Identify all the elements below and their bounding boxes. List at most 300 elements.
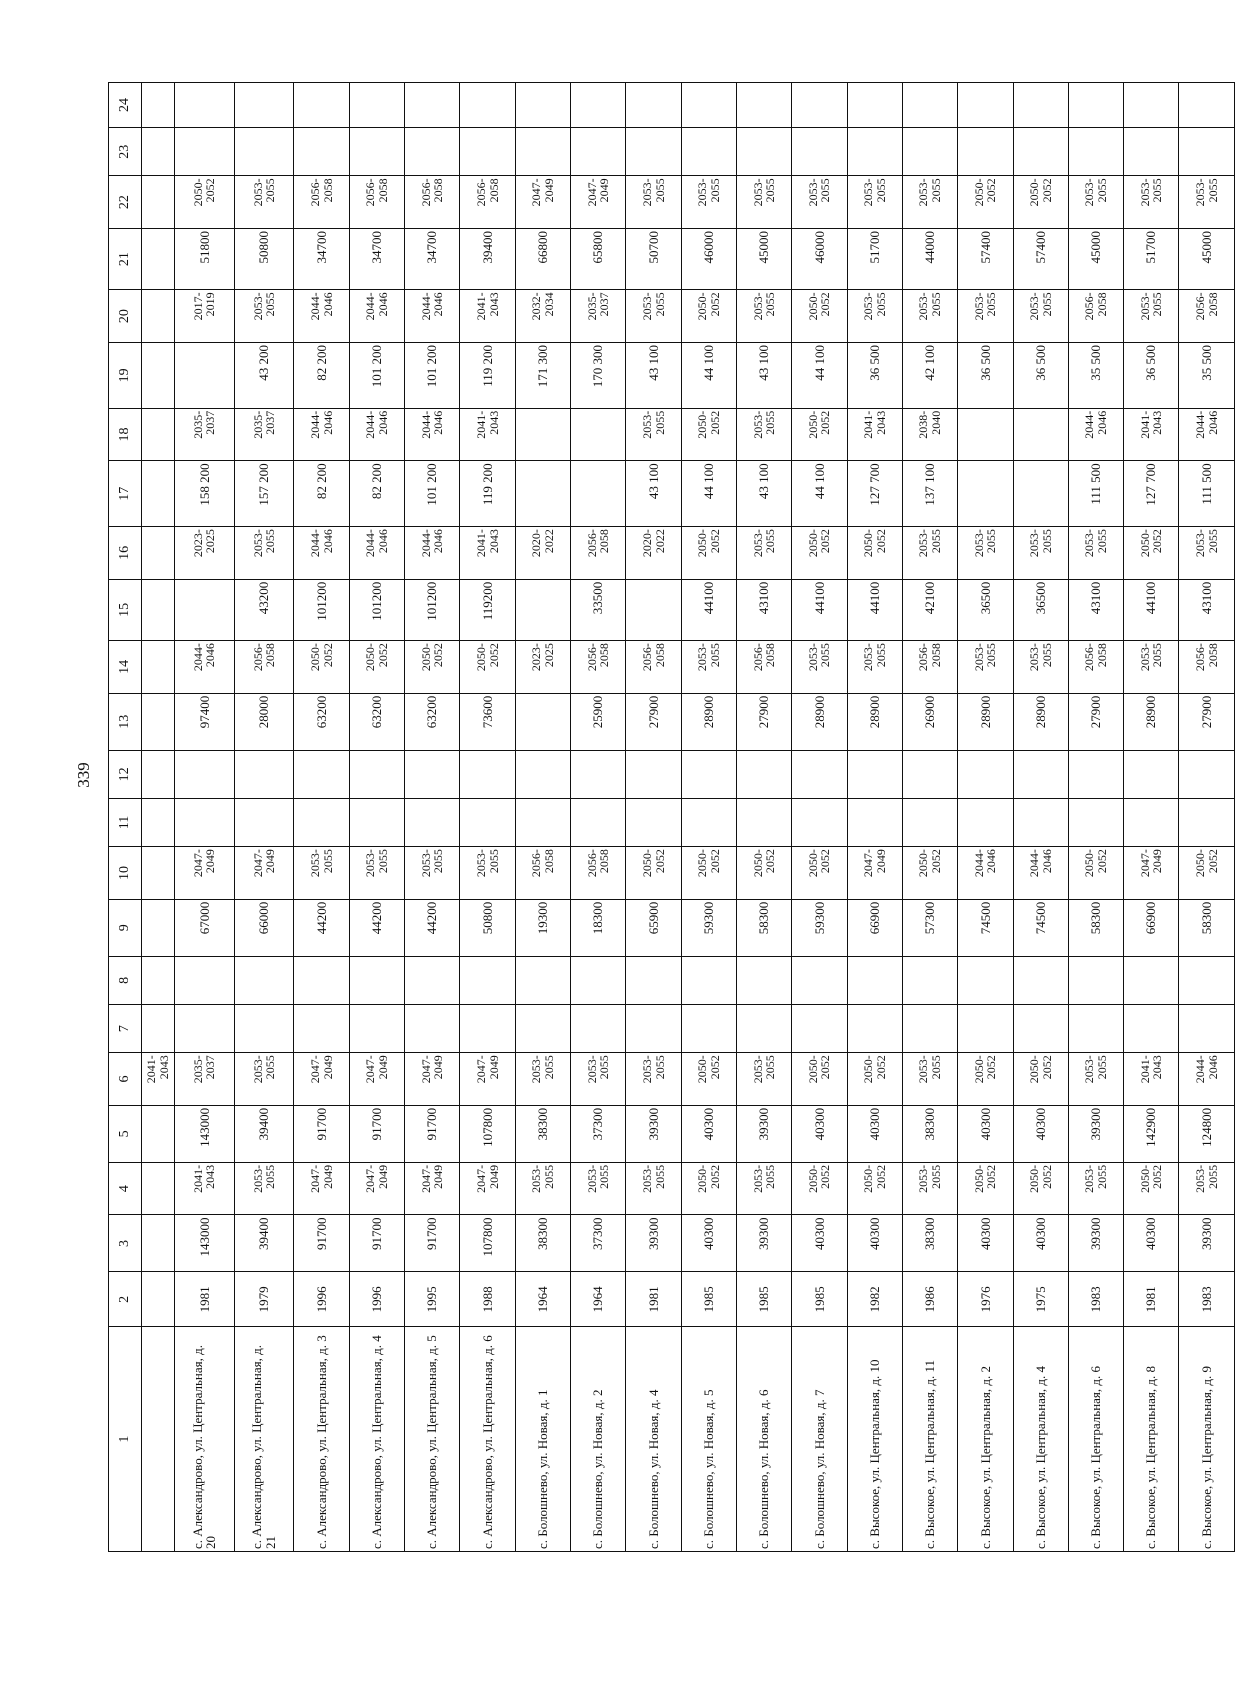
address-cell: с. Высокое, ул. Центральная, д. 11 [902, 1327, 957, 1552]
table-cell: 1979 [234, 1272, 294, 1327]
table-cell: 25900 [571, 693, 626, 750]
table-cell: 2053-2055 [1068, 527, 1123, 580]
table-cell: 1981 [1124, 1272, 1179, 1327]
table-cell: 2050-2052 [681, 847, 736, 900]
table-row [1068, 83, 1123, 1552]
table-cell: 40300 [681, 1105, 736, 1162]
table-cell: 2035-2037 [234, 408, 294, 461]
table-cell: 2053-2055 [234, 1162, 294, 1215]
table-cell: 46000 [681, 228, 736, 289]
table-cell [681, 128, 736, 176]
table-cell: 2047-2049 [460, 1053, 515, 1106]
table-cell: 2056-2058 [902, 641, 957, 694]
table-cell [142, 1327, 175, 1552]
table-cell: 38300 [515, 1105, 570, 1162]
table-cell: 2056-2058 [1068, 290, 1123, 343]
table-cell: 1983 [1068, 1272, 1123, 1327]
table-cell: 39300 [736, 1215, 791, 1272]
table-cell: 44 100 [792, 461, 847, 527]
table-cell: 2053-2055 [902, 290, 957, 343]
table-cell: 2044-2046 [1068, 408, 1123, 461]
table-row [460, 83, 515, 1552]
table-cell: 111 500 [1179, 461, 1235, 527]
table-cell: 2050-2052 [681, 290, 736, 343]
blank-row [142, 83, 175, 1552]
table-cell: 36500 [1013, 579, 1068, 640]
table-cell [902, 128, 957, 176]
table-cell: 2053-2055 [626, 1162, 681, 1215]
table-cell [1068, 750, 1123, 798]
table-cell: 2044-2046 [294, 408, 349, 461]
table-cell: 2041-2043 [142, 1053, 175, 1106]
table-cell: 2053-2055 [847, 176, 902, 229]
table-cell: 2056-2058 [1179, 641, 1235, 694]
table-cell: 44100 [792, 579, 847, 640]
table-cell: 2044-2046 [405, 527, 460, 580]
table-cell: 2038-2040 [902, 408, 957, 461]
table-cell [142, 527, 175, 580]
table-cell: 2056-2058 [405, 176, 460, 229]
table-cell: 27900 [1068, 693, 1123, 750]
table-cell: 2047-2049 [1124, 847, 1179, 900]
table-cell: 2041-2043 [1124, 408, 1179, 461]
table-cell: 1995 [405, 1272, 460, 1327]
table-cell [626, 579, 681, 640]
table-row [294, 83, 349, 1552]
table-cell: 38300 [902, 1215, 957, 1272]
table-cell: 18300 [571, 899, 626, 956]
table-cell: 46000 [792, 228, 847, 289]
table-cell: 50800 [234, 228, 294, 289]
column-header: 3 [109, 1215, 142, 1272]
table-cell [736, 1005, 791, 1053]
column-header: 22 [109, 176, 142, 229]
table-cell: 2050-2052 [1124, 1162, 1179, 1215]
table-cell: 2056-2058 [571, 847, 626, 900]
table-cell [460, 128, 515, 176]
table-cell: 2053-2055 [1124, 290, 1179, 343]
table-cell: 2053-2055 [1068, 176, 1123, 229]
table-cell: 44 100 [792, 342, 847, 408]
table-cell: 2053-2055 [958, 527, 1013, 580]
column-header: 11 [109, 798, 142, 846]
table-cell: 43100 [1068, 579, 1123, 640]
table-cell [736, 798, 791, 846]
table-cell: 2044-2046 [175, 641, 235, 694]
table-cell: 1983 [1179, 1272, 1235, 1327]
table-row [349, 83, 404, 1552]
table-cell: 2053-2055 [847, 641, 902, 694]
table-cell: 40300 [681, 1215, 736, 1272]
table-cell [571, 128, 626, 176]
table-cell [515, 83, 570, 128]
table-cell [142, 798, 175, 846]
table-cell [1013, 1005, 1068, 1053]
table-cell: 2050-2052 [175, 176, 235, 229]
table-cell: 40300 [1124, 1215, 1179, 1272]
table-cell: 2053-2055 [792, 641, 847, 694]
table-cell [234, 1005, 294, 1053]
table-cell: 67000 [175, 899, 235, 956]
table-cell [294, 956, 349, 1004]
table-cell: 58300 [736, 899, 791, 956]
table-cell [294, 83, 349, 128]
table-row [626, 83, 681, 1552]
column-header: 21 [109, 228, 142, 289]
table-cell: 45000 [1068, 228, 1123, 289]
table-cell: 124800 [1179, 1105, 1235, 1162]
table-cell [736, 750, 791, 798]
table-cell: 2053-2055 [626, 176, 681, 229]
table-cell [515, 1005, 570, 1053]
table-cell [1013, 128, 1068, 176]
table-cell: 2053-2055 [681, 641, 736, 694]
table-cell [405, 750, 460, 798]
table-cell: 2035-2037 [571, 290, 626, 343]
table-cell: 2047-2049 [294, 1053, 349, 1106]
table-cell: 39300 [626, 1105, 681, 1162]
address-cell: с. Болошнево, ул. Новая, д. 7 [792, 1327, 847, 1552]
table-cell: 51800 [175, 228, 235, 289]
table-cell: 111 500 [1068, 461, 1123, 527]
table-cell [349, 128, 404, 176]
table-cell [460, 956, 515, 1004]
table-cell [349, 798, 404, 846]
address-cell: с. Александрово, ул. Центральная, д. 3 [294, 1327, 349, 1552]
table-cell: 2056-2058 [1179, 290, 1235, 343]
table-cell [736, 128, 791, 176]
table-cell: 2023-2025 [175, 527, 235, 580]
table-cell: 2056-2058 [460, 176, 515, 229]
table-cell: 2053-2055 [1124, 176, 1179, 229]
table-cell: 40300 [847, 1105, 902, 1162]
table-cell [958, 798, 1013, 846]
table-cell [1124, 128, 1179, 176]
table-cell [571, 798, 626, 846]
table-cell: 2050-2052 [681, 527, 736, 580]
table-cell: 44200 [405, 899, 460, 956]
table-cell [142, 847, 175, 900]
table-cell: 2044-2046 [294, 527, 349, 580]
table-cell: 2056-2058 [571, 527, 626, 580]
table-cell: 2050-2052 [1124, 527, 1179, 580]
table-cell [515, 461, 570, 527]
table-cell: 39300 [736, 1105, 791, 1162]
column-header: 12 [109, 750, 142, 798]
table-cell [460, 1005, 515, 1053]
table-cell: 2053-2055 [294, 847, 349, 900]
table-cell: 2056-2058 [571, 641, 626, 694]
table-cell: 2050-2052 [1068, 847, 1123, 900]
table-cell: 34700 [294, 228, 349, 289]
table-cell [571, 750, 626, 798]
table-cell [681, 956, 736, 1004]
table-cell: 2050-2052 [792, 527, 847, 580]
table-cell: 2047-2049 [349, 1053, 404, 1106]
table-cell: 91700 [294, 1105, 349, 1162]
table-cell: 36 500 [847, 342, 902, 408]
table-cell [1068, 1005, 1123, 1053]
table-cell: 2050-2052 [792, 408, 847, 461]
table-cell [294, 750, 349, 798]
table-cell: 2044-2046 [1013, 847, 1068, 900]
column-header: 7 [109, 1005, 142, 1053]
table-cell [847, 798, 902, 846]
address-cell: с. Александрово, ул. Центральная, д. 4 [349, 1327, 404, 1552]
table-cell: 2047-2049 [234, 847, 294, 900]
table-cell [958, 1005, 1013, 1053]
table-cell: 2056-2058 [294, 176, 349, 229]
table-cell: 42 100 [902, 342, 957, 408]
table-cell: 44 100 [681, 342, 736, 408]
table-cell [902, 83, 957, 128]
table-cell [234, 956, 294, 1004]
table-cell: 50800 [460, 899, 515, 956]
table-cell: 2053-2055 [681, 176, 736, 229]
table-cell: 37300 [571, 1105, 626, 1162]
table-cell [175, 798, 235, 846]
address-cell: с. Высокое, ул. Центральная, д. 2 [958, 1327, 1013, 1552]
table-cell: 1985 [736, 1272, 791, 1327]
table-cell: 39400 [234, 1105, 294, 1162]
table-cell [958, 83, 1013, 128]
table-cell: 2050-2052 [847, 1162, 902, 1215]
table-cell: 39400 [234, 1215, 294, 1272]
table-cell [792, 128, 847, 176]
table-cell: 28900 [1124, 693, 1179, 750]
table-cell [902, 750, 957, 798]
table-cell [847, 1005, 902, 1053]
table-cell [142, 579, 175, 640]
address-cell: с. Александрово, ул. Центральная, д. 5 [405, 1327, 460, 1552]
table-cell [902, 956, 957, 1004]
table-cell [460, 750, 515, 798]
table-cell [1068, 798, 1123, 846]
table-row [515, 83, 570, 1552]
column-header: 16 [109, 527, 142, 580]
table-cell [142, 461, 175, 527]
table-cell: 44100 [681, 579, 736, 640]
address-cell: с. Александрово, ул. Центральная, д. 6 [460, 1327, 515, 1552]
table-cell: 2050-2052 [349, 641, 404, 694]
table-cell: 143000 [175, 1105, 235, 1162]
column-header: 6 [109, 1053, 142, 1106]
table-cell: 27900 [626, 693, 681, 750]
table-cell: 2053-2055 [736, 290, 791, 343]
table-cell: 2053-2055 [902, 527, 957, 580]
table-cell: 91700 [349, 1215, 404, 1272]
table-cell: 28900 [681, 693, 736, 750]
table-cell: 44100 [1124, 579, 1179, 640]
table-cell [142, 1005, 175, 1053]
column-header: 9 [109, 899, 142, 956]
table-cell [142, 228, 175, 289]
table-cell: 2050-2052 [736, 847, 791, 900]
table-cell: 2053-2055 [736, 176, 791, 229]
column-header: 10 [109, 847, 142, 900]
table-cell: 74500 [958, 899, 1013, 956]
table-cell: 143000 [175, 1215, 235, 1272]
table-cell: 2053-2055 [515, 1162, 570, 1215]
table-cell: 63200 [349, 693, 404, 750]
table-cell: 2047-2049 [175, 847, 235, 900]
table-cell [958, 956, 1013, 1004]
table-cell: 2056-2058 [234, 641, 294, 694]
table-cell [1068, 83, 1123, 128]
table-cell [234, 128, 294, 176]
table-cell: 2053-2055 [1124, 641, 1179, 694]
table-cell [349, 1005, 404, 1053]
table-cell [571, 83, 626, 128]
table-cell: 45000 [1179, 228, 1235, 289]
table-cell [626, 750, 681, 798]
table-cell: 2044-2046 [349, 408, 404, 461]
table-cell: 2050-2052 [792, 1053, 847, 1106]
table-cell [736, 956, 791, 1004]
table-cell: 107800 [460, 1105, 515, 1162]
table-cell: 36500 [958, 579, 1013, 640]
table-cell [142, 899, 175, 956]
table-cell: 2050-2052 [902, 847, 957, 900]
table-cell [175, 956, 235, 1004]
table-cell: 66000 [234, 899, 294, 956]
table-cell [349, 83, 404, 128]
table-cell: 1964 [515, 1272, 570, 1327]
table-cell: 43100 [736, 579, 791, 640]
table-cell [958, 128, 1013, 176]
column-header: 24 [109, 83, 142, 128]
table-cell: 44200 [349, 899, 404, 956]
table-cell: 2050-2052 [460, 641, 515, 694]
table-cell: 51700 [847, 228, 902, 289]
table-cell: 2041-2043 [460, 290, 515, 343]
table-row [736, 83, 791, 1552]
table-cell: 2053-2055 [571, 1053, 626, 1106]
column-header: 17 [109, 461, 142, 527]
table-cell [405, 956, 460, 1004]
column-header: 15 [109, 579, 142, 640]
table-cell: 2053-2055 [902, 1053, 957, 1106]
table-cell: 57400 [958, 228, 1013, 289]
column-header: 8 [109, 956, 142, 1004]
table-cell: 2044-2046 [958, 847, 1013, 900]
table-cell: 2020-2022 [626, 527, 681, 580]
table-cell: 1985 [681, 1272, 736, 1327]
table-cell [142, 83, 175, 128]
table-cell [1124, 750, 1179, 798]
table-cell [571, 461, 626, 527]
table-cell [142, 693, 175, 750]
table-cell [626, 798, 681, 846]
table-cell: 91700 [405, 1105, 460, 1162]
table-cell: 58300 [1179, 899, 1235, 956]
table-cell: 2053-2055 [234, 176, 294, 229]
table-row [1179, 83, 1235, 1552]
table-cell [142, 176, 175, 229]
table-cell [626, 83, 681, 128]
table-cell: 35 500 [1068, 342, 1123, 408]
table-cell: 40300 [792, 1215, 847, 1272]
table-cell [175, 83, 235, 128]
table-cell [902, 798, 957, 846]
table-cell: 2053-2055 [1179, 527, 1235, 580]
table-cell: 39300 [1179, 1215, 1235, 1272]
table-cell [1013, 956, 1068, 1004]
table-cell: 137 100 [902, 461, 957, 527]
table-cell: 1982 [847, 1272, 902, 1327]
table-cell [1179, 83, 1235, 128]
address-cell: с. Александрово, ул. Центральная, д. 20 [175, 1327, 235, 1552]
table-cell [405, 83, 460, 128]
address-cell: с. Высокое, ул. Центральная, д. 6 [1068, 1327, 1123, 1552]
table-cell: 101200 [349, 579, 404, 640]
table-cell: 42100 [902, 579, 957, 640]
table-cell: 2041-2043 [460, 527, 515, 580]
table-cell [571, 1005, 626, 1053]
table-cell: 2050-2052 [958, 1162, 1013, 1215]
table-cell [515, 579, 570, 640]
table-cell [1013, 750, 1068, 798]
table-cell [1013, 798, 1068, 846]
table-cell: 2050-2052 [847, 527, 902, 580]
table-cell: 2050-2052 [681, 1162, 736, 1215]
table-cell: 2053-2055 [1179, 176, 1235, 229]
table-cell: 119 200 [460, 461, 515, 527]
table-cell: 2044-2046 [349, 527, 404, 580]
table-cell [958, 461, 1013, 527]
table-cell [1124, 798, 1179, 846]
table-cell [515, 693, 570, 750]
table-cell [142, 641, 175, 694]
table-cell [142, 290, 175, 343]
table-cell: 43200 [234, 579, 294, 640]
table-cell: 2044-2046 [405, 408, 460, 461]
table-cell: 66800 [515, 228, 570, 289]
table-cell [175, 579, 235, 640]
column-header: 18 [109, 408, 142, 461]
table-cell: 2053-2055 [736, 408, 791, 461]
table-cell: 2053-2055 [405, 847, 460, 900]
table-cell: 2050-2052 [958, 176, 1013, 229]
table-cell [349, 750, 404, 798]
table-cell: 2050-2052 [1013, 176, 1068, 229]
table-cell: 1985 [792, 1272, 847, 1327]
table-cell [681, 1005, 736, 1053]
table-cell: 2041-2043 [460, 408, 515, 461]
table-cell: 142900 [1124, 1105, 1179, 1162]
address-cell: с. Болошнево, ул. Новая, д. 4 [626, 1327, 681, 1552]
table-cell: 2050-2052 [847, 1053, 902, 1106]
table-cell [571, 956, 626, 1004]
table-row [958, 83, 1013, 1552]
table-cell [142, 408, 175, 461]
table-cell: 2044-2046 [1179, 408, 1235, 461]
table-cell [515, 750, 570, 798]
table-cell [142, 128, 175, 176]
table-cell: 65800 [571, 228, 626, 289]
table-cell: 2050-2052 [681, 408, 736, 461]
table-cell: 66900 [1124, 899, 1179, 956]
table-cell: 2056-2058 [349, 176, 404, 229]
address-cell: с. Александрово, ул. Центральная, д. 21 [234, 1327, 294, 1552]
table-cell: 40300 [1013, 1105, 1068, 1162]
table-cell: 2056-2058 [626, 641, 681, 694]
table-cell [792, 750, 847, 798]
table-cell: 2047-2049 [515, 176, 570, 229]
table-cell: 74500 [1013, 899, 1068, 956]
table-cell: 2053-2055 [349, 847, 404, 900]
table-cell: 91700 [349, 1105, 404, 1162]
